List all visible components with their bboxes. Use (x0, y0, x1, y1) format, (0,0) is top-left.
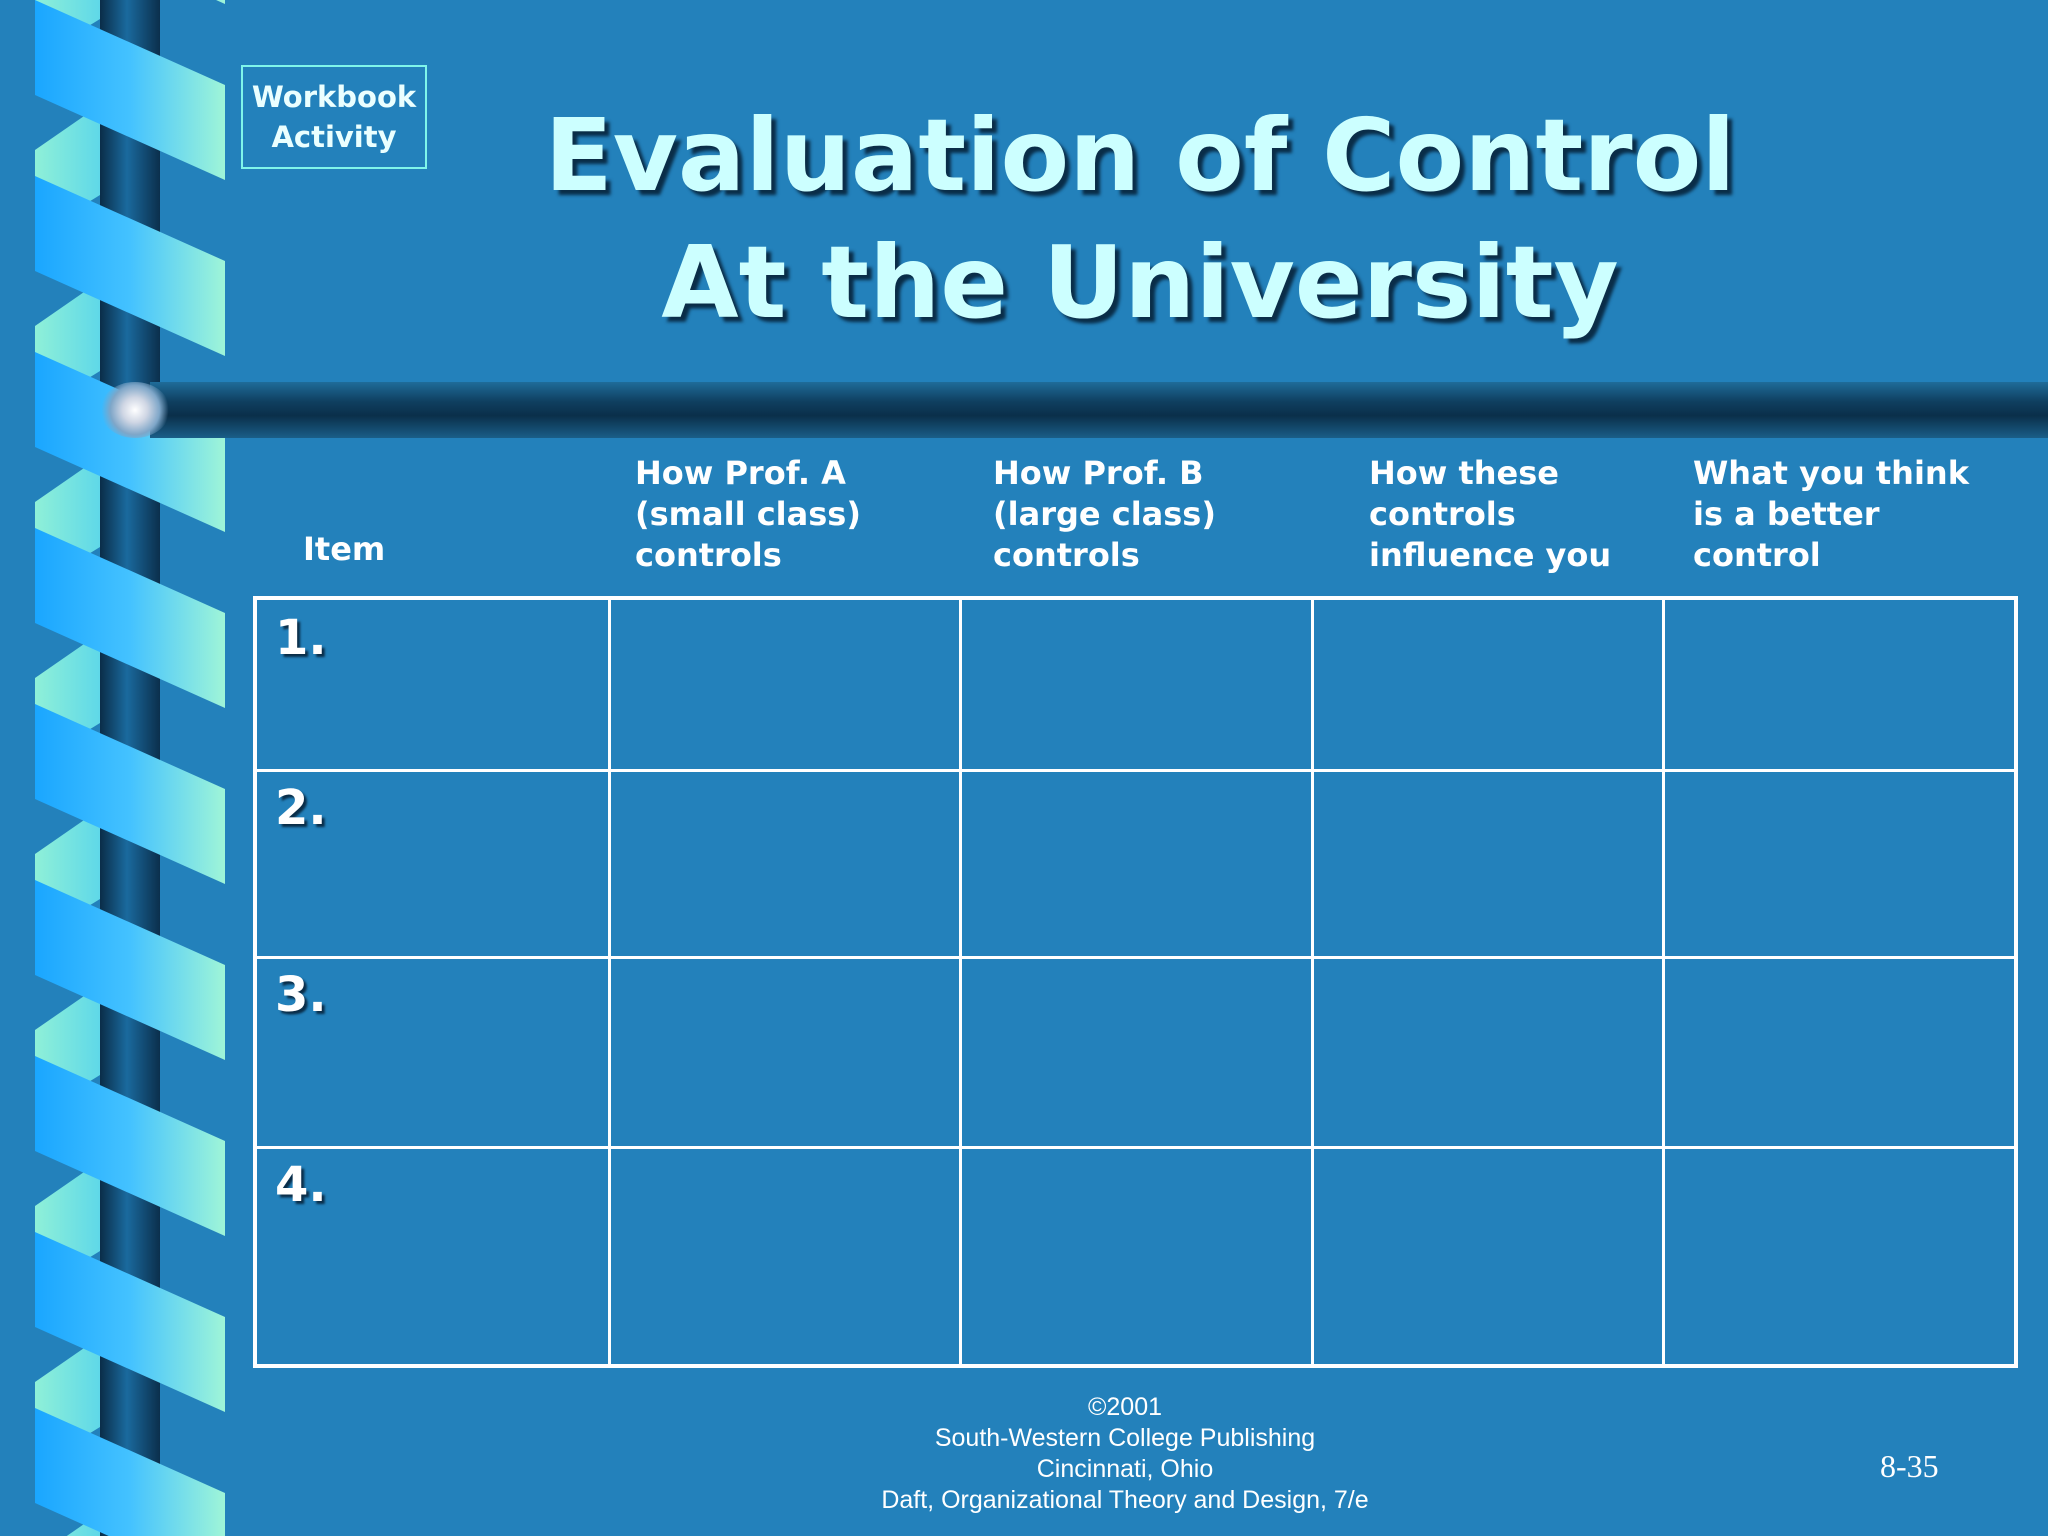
evaluation-table (253, 596, 2018, 1368)
slide-number: 8-35 (1880, 1448, 1939, 1484)
workbook-activity-badge (241, 65, 427, 169)
divider-knob (100, 382, 170, 438)
column-header-item: Item (303, 530, 386, 568)
table-column-divider (608, 600, 611, 1364)
footer-publisher: South-Western College Publishing (934, 1424, 1316, 1452)
column-header-influence: How these controls influence you (1369, 454, 1612, 574)
table-row-divider (257, 956, 2014, 959)
horizontal-divider-bar (150, 382, 2048, 438)
row-label-2: 2. (275, 780, 327, 836)
row-label-4: 4. (275, 1157, 327, 1213)
footer-location: Cincinnati, Ohio (1036, 1455, 1214, 1483)
column-header-prof-b: How Prof. B (large class) controls (993, 454, 1216, 574)
badge-line-1: Workbook (251, 80, 417, 114)
badge-line-2: Activity (271, 120, 397, 154)
column-header-prof-a: How Prof. A (small class) controls (635, 454, 861, 574)
row-label-3: 3. (275, 967, 327, 1023)
table-column-divider (959, 600, 962, 1364)
slide-title-line-2: At the University (661, 224, 1619, 341)
footer-copyright: ©2001 (1087, 1393, 1163, 1421)
ribbon-decoration (0, 0, 230, 1536)
table-column-divider (1311, 600, 1314, 1364)
column-header-better-control: What you think is a better control (1693, 454, 1969, 574)
slide-title-line-1: Evaluation of Control (544, 97, 1736, 214)
ribbon-front-segments (35, 0, 225, 1536)
footer-book: Daft, Organizational Theory and Design, 7/e (881, 1486, 1369, 1514)
copyright-footer (860, 1392, 1390, 1516)
row-label-1: 1. (275, 610, 327, 666)
table-column-divider (1662, 600, 1665, 1364)
table-row-divider (257, 769, 2014, 772)
table-row-divider (257, 1146, 2014, 1149)
